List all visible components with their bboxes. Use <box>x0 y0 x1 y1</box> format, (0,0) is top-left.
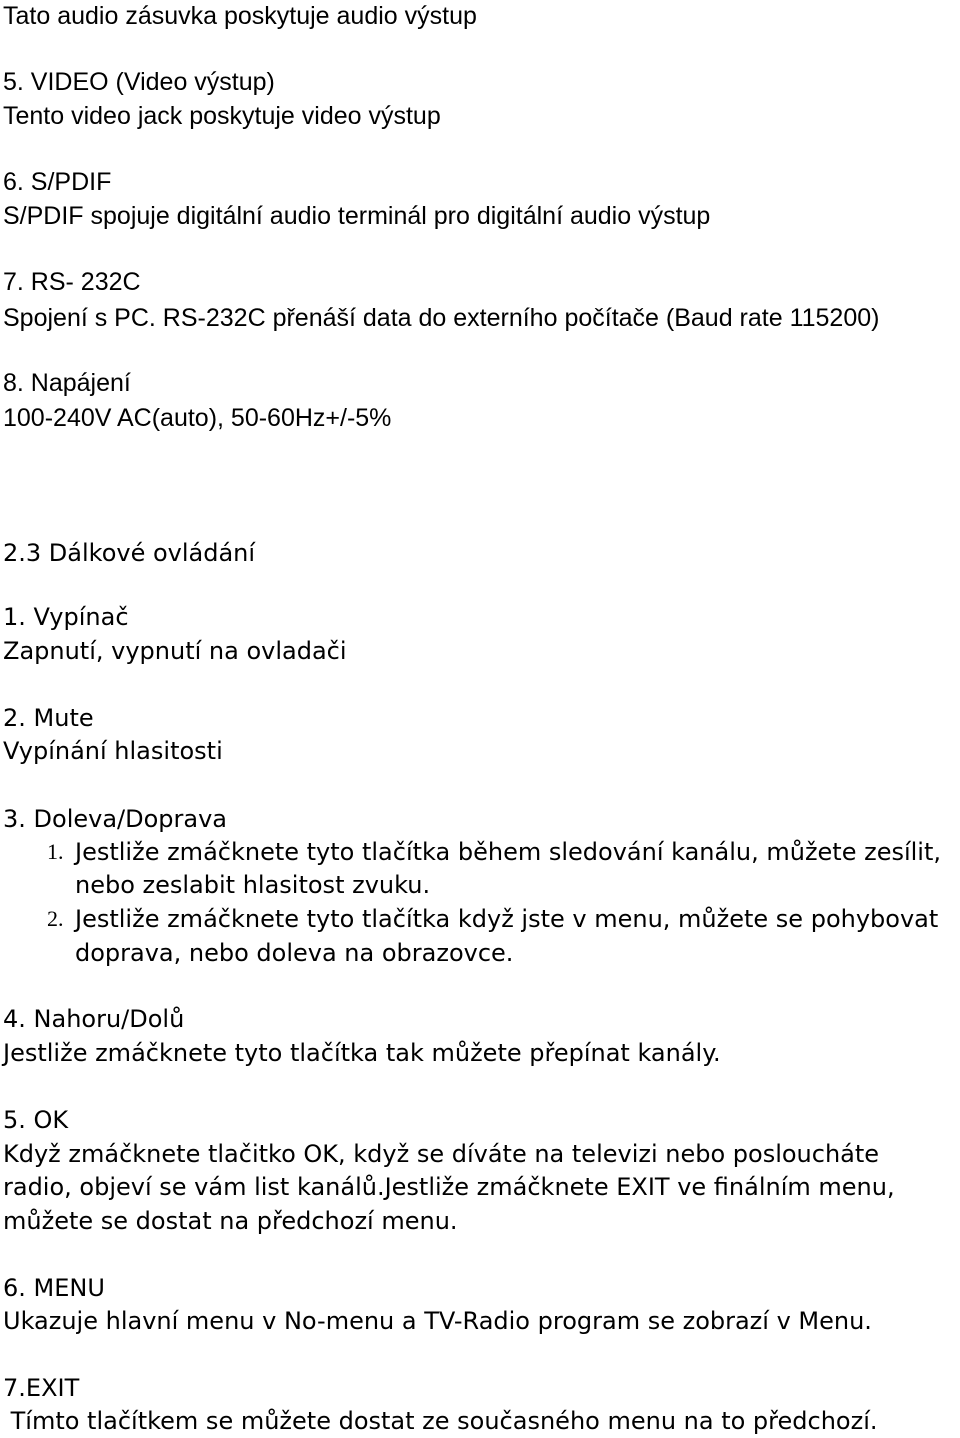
audio-output-text: Tato audio zásuvka poskytuje audio výstup <box>3 2 477 30</box>
menu-text: Ukazuje hlavní menu v No-menu a TV-Radio program se zobrazí v Menu. <box>3 1307 872 1335</box>
up-down-heading: 4. Nahoru/Dolů <box>3 1005 185 1033</box>
power-button-heading: 1. Vypínač <box>3 603 129 631</box>
ok-heading: 5. OK <box>3 1106 69 1134</box>
power-heading: 8. Napájení <box>3 369 131 397</box>
left-right-sub-text-1a: Jestliže zmáčknete tyto tlačítka během sledování kanálu, můžete zesílit, <box>75 838 942 866</box>
mute-heading: 2. Mute <box>3 704 94 732</box>
rs232c-text: Spojení s PC. RS-232C přenáší data do externího počítače (Baud rate 115200) <box>3 304 880 332</box>
up-down-text: Jestliže zmáčknete tyto tlačítka tak můžete přepínat kanály. <box>3 1039 721 1067</box>
menu-heading: 6. MENU <box>3 1274 105 1302</box>
power-text: 100-240V AC(auto), 50-60Hz+/-5% <box>3 404 392 432</box>
ok-text-line-1: Když zmáčknete tlačitko OK, když se díváte na televizi nebo posloucháte <box>3 1140 880 1168</box>
ok-text-line-2: radio, objeví se vám list kanálů.Jestliže zmáčknete EXIT ve finálním menu, <box>3 1173 895 1201</box>
left-right-sub-text-1b: nebo zeslabit hlasitost zvuku. <box>75 871 431 899</box>
ok-text-line-3: můžete se dostat na předchozí menu. <box>3 1207 458 1235</box>
spdif-text: S/PDIF spojuje digitální audio terminál pro digitální audio výstup <box>3 202 711 230</box>
power-button-text: Zapnutí, vypnutí na ovladači <box>3 637 347 665</box>
exit-heading: 7.EXIT <box>3 1374 80 1402</box>
left-right-sub-text-2b: doprava, nebo doleva na obrazovce. <box>75 939 514 967</box>
left-right-sub-number-1: 1. <box>47 839 64 864</box>
video-heading: 5. VIDEO (Video výstup) <box>3 68 275 96</box>
left-right-sub-text-2a: Jestliže zmáčknete tyto tlačítka když jste v menu, můžete se pohybovat <box>75 905 939 933</box>
spdif-heading: 6. S/PDIF <box>3 168 112 196</box>
left-right-heading: 3. Doleva/Doprava <box>3 805 228 833</box>
mute-text: Vypínání hlasitosti <box>3 737 223 765</box>
rs232c-heading: 7. RS- 232C <box>3 268 141 296</box>
section-title: 2.3 Dálkové ovládání <box>3 539 256 567</box>
left-right-sub-number-2: 2. <box>47 906 64 931</box>
exit-text: Tímto tlačítkem se můžete dostat ze současného menu na to předchozí. <box>3 1407 878 1435</box>
video-text: Tento video jack poskytuje video výstup <box>3 102 441 130</box>
